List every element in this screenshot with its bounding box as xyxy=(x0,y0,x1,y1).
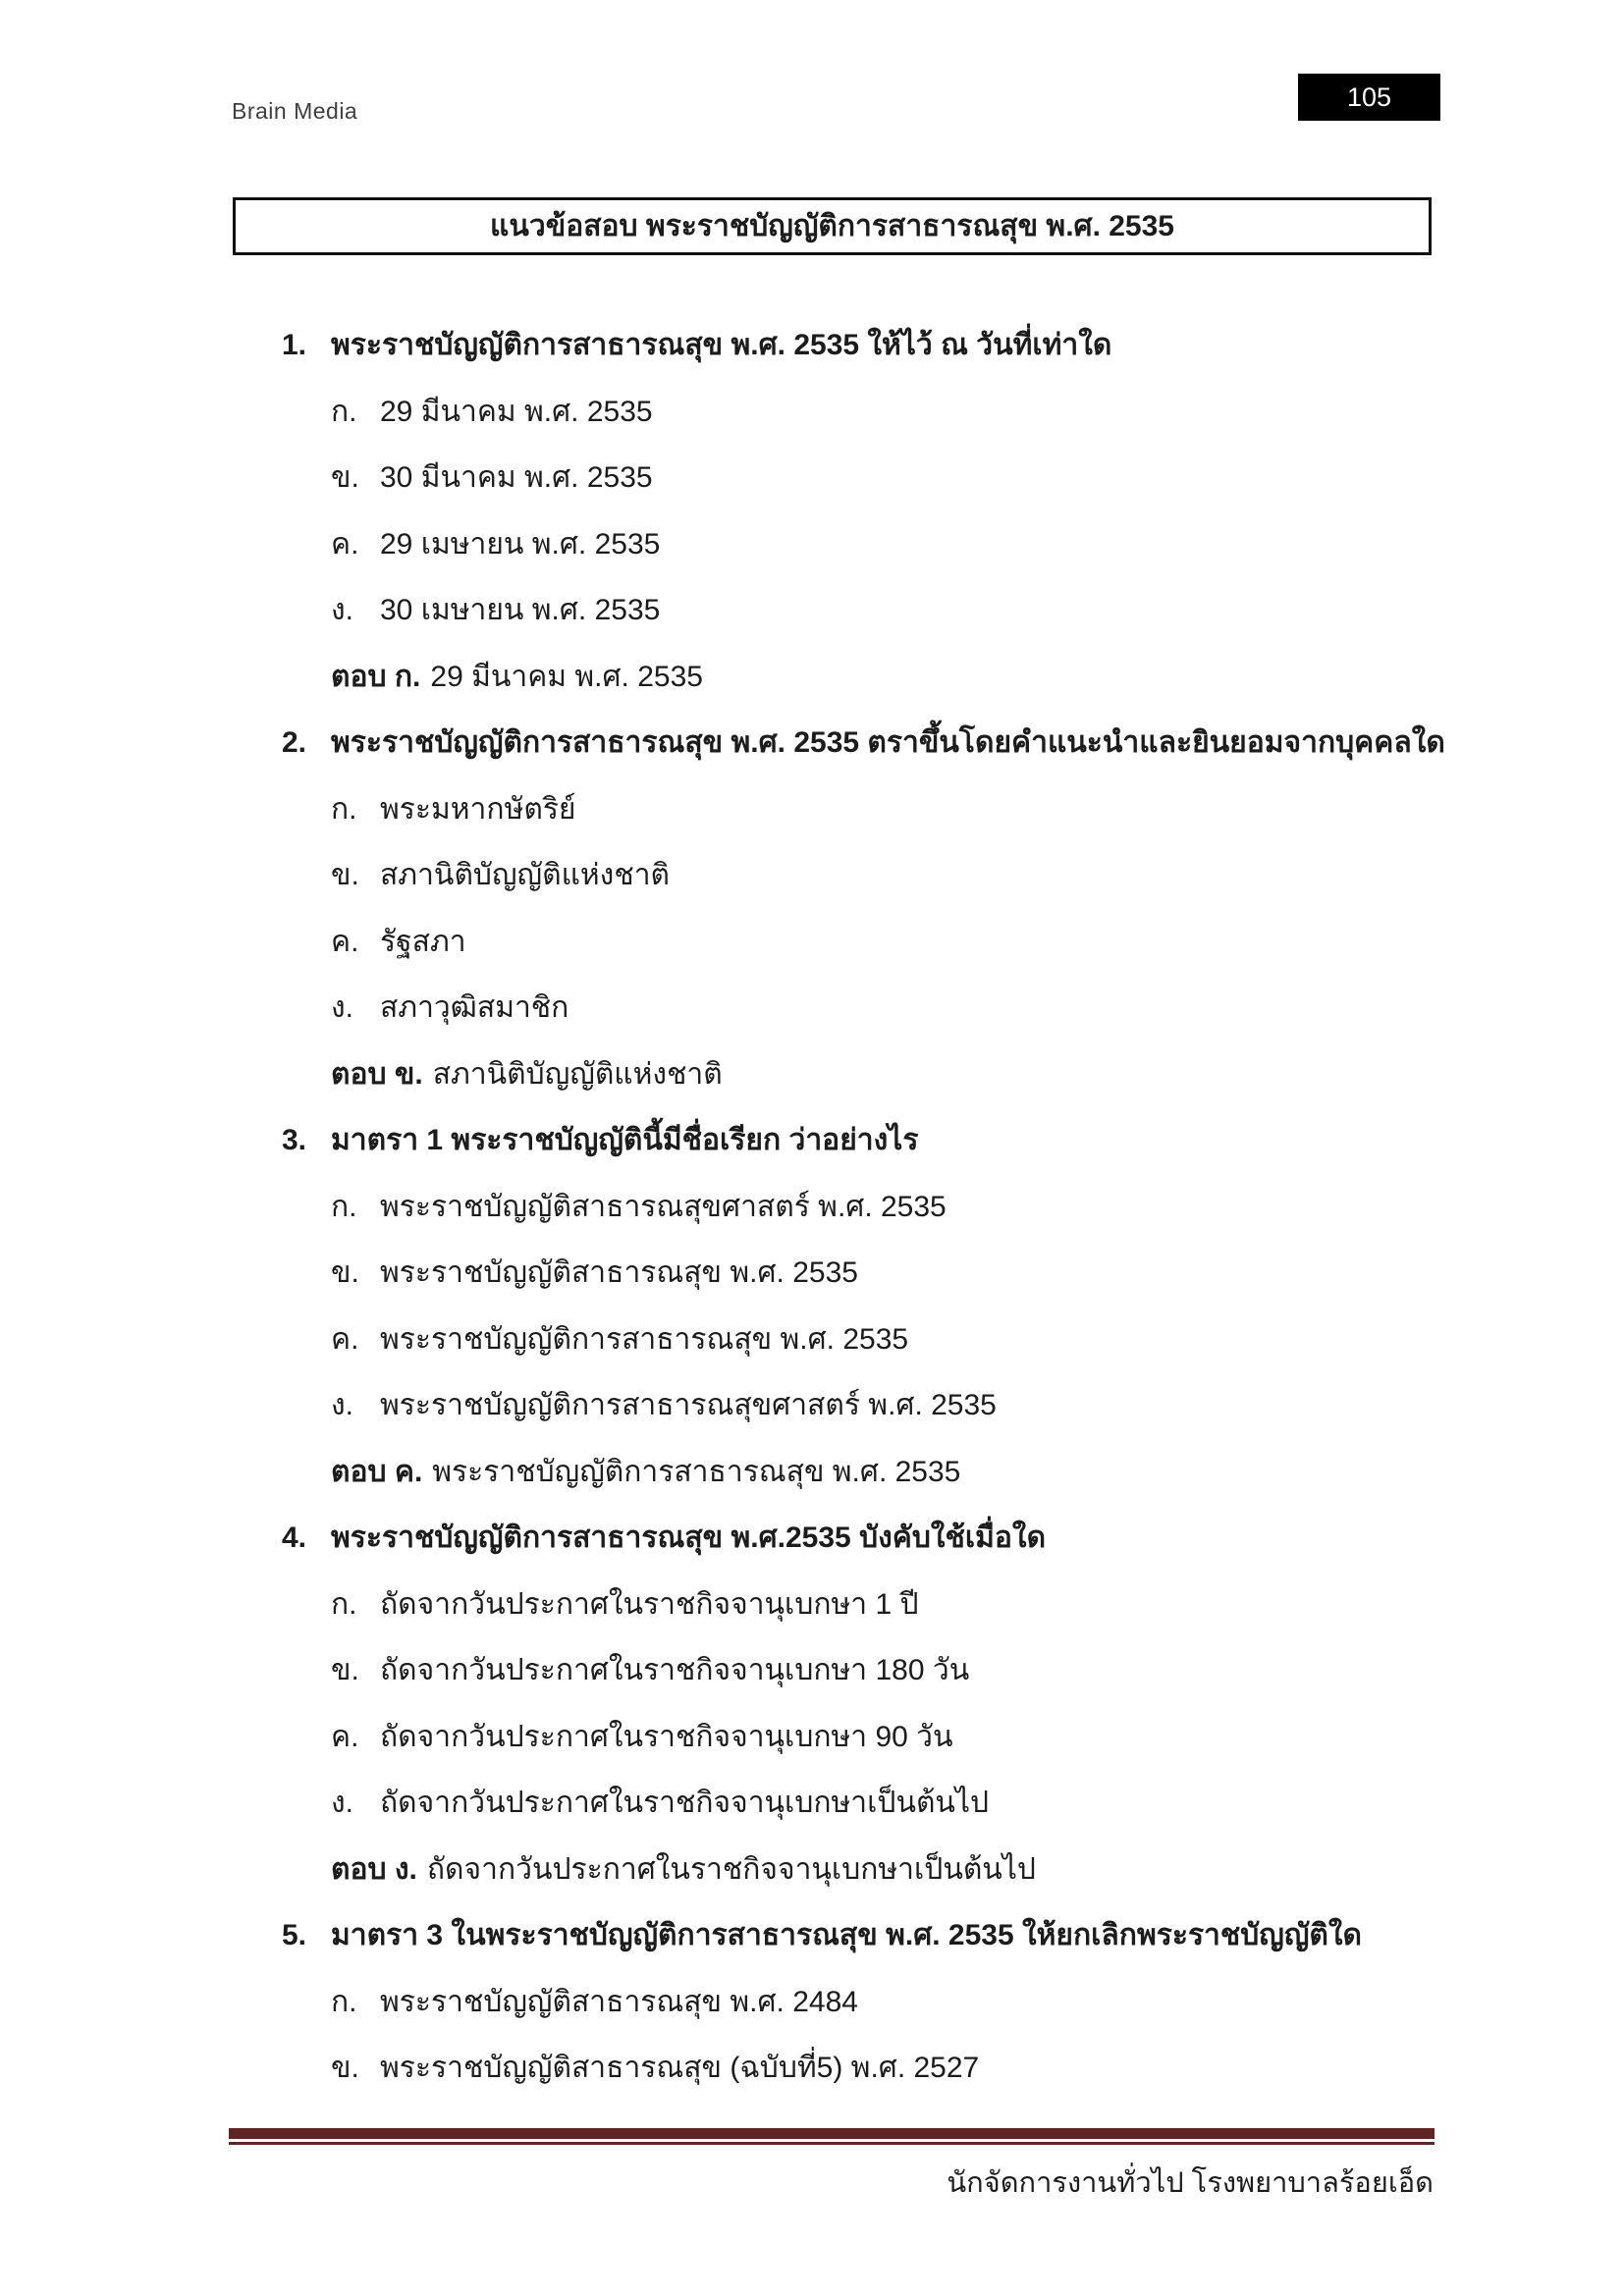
choice-letter: ข. xyxy=(331,461,359,495)
answer-prefix: ตอบ ค. xyxy=(331,1455,423,1488)
choice-letter: ง. xyxy=(331,1787,353,1820)
question-text: มาตรา 3 ในพระราชบัญญัติการสาธารณสุข พ.ศ. 2535 ให้ยกเลิกพระราชบัญญัติใด xyxy=(331,1919,1363,1952)
choice-text: 29 มีนาคม พ.ศ. 2535 xyxy=(380,395,653,428)
choice-line xyxy=(282,1240,1434,1307)
question-number: 4. xyxy=(282,1521,307,1554)
choice-text: ถัดจากวันประกาศในราชกิจจานุเบกษา 180 วัน xyxy=(380,1654,970,1687)
choice-letter: ข. xyxy=(331,1256,359,1290)
question-list xyxy=(282,312,1445,2102)
choice-letter: ค. xyxy=(331,1322,359,1356)
question-text: พระราชบัญญัติการสาธารณสุข พ.ศ. 2535 ตราขึ้นโดยคำแนะนำและยินยอมจากบุคคลใด xyxy=(331,726,1445,760)
question-line xyxy=(282,312,1434,379)
choice-line xyxy=(282,511,1434,578)
choice-text: 30 เมษายน พ.ศ. 2535 xyxy=(380,594,661,627)
footer-rule-thick xyxy=(229,2128,1435,2139)
question-number: 2. xyxy=(282,725,307,759)
choice-line xyxy=(282,1572,1434,1638)
answer-prefix: ตอบ ข. xyxy=(331,1057,423,1091)
answer-text: สภานิติบัญญัติแห่งชาติ xyxy=(432,1057,723,1091)
question-number: 5. xyxy=(282,1918,307,1951)
choice-text: ถัดจากวันประกาศในราชกิจจานุเบกษาเป็นต้นไป xyxy=(380,1787,990,1820)
choice-letter: ค. xyxy=(331,1720,359,1753)
question-line xyxy=(282,710,1445,776)
choice-letter: ค. xyxy=(331,925,359,958)
choice-letter: ข. xyxy=(331,859,359,892)
choice-line xyxy=(282,1307,1434,1373)
choice-line xyxy=(282,975,1434,1041)
choice-letter: ข. xyxy=(331,1654,359,1687)
choice-line xyxy=(282,1704,1434,1771)
choice-text: 30 มีนาคม พ.ศ. 2535 xyxy=(380,461,653,495)
choice-text: พระราชบัญญัติสาธารณสุข พ.ศ. 2535 xyxy=(380,1256,858,1290)
choice-letter: ง. xyxy=(331,594,353,627)
question-number: 1. xyxy=(282,328,307,361)
choice-letter: ก. xyxy=(331,792,357,826)
question-text: มาตรา 1 พระราชบัญญัตินี้มีชื่อเรียก ว่าอย่างไร xyxy=(331,1124,919,1157)
answer-line xyxy=(282,1439,1434,1506)
answer-text: พระราชบัญญัติการสาธารณสุข พ.ศ. 2535 xyxy=(432,1455,961,1488)
choice-text: สภาวุฒิสมาชิก xyxy=(380,991,569,1025)
choice-letter: ก. xyxy=(331,1190,357,1223)
choice-text: พระราชบัญญัติสาธารณสุขศาสตร์ พ.ศ. 2535 xyxy=(380,1190,947,1223)
page-title: แนวข้อสอบ พระราชบัญญัติการสาธารณสุข พ.ศ. 2535 xyxy=(490,210,1174,242)
answer-text: ถัดจากวันประกาศในราชกิจจานุเบกษาเป็นต้นไป xyxy=(426,1852,1036,1886)
choice-line xyxy=(282,1372,1434,1439)
answer-line xyxy=(282,1837,1434,1903)
question-line xyxy=(282,1107,1434,1174)
choice-letter: ก. xyxy=(331,1587,357,1621)
choice-text: ถัดจากวันประกาศในราชกิจจานุเบกษา 90 วัน xyxy=(380,1720,953,1753)
answer-prefix: ตอบ ง. xyxy=(331,1852,417,1886)
page-number-badge xyxy=(1298,74,1440,121)
choice-letter: ข. xyxy=(331,2052,359,2085)
choice-line xyxy=(282,577,1434,644)
choice-text: สภานิติบัญญัติแห่งชาติ xyxy=(380,859,671,892)
question-line xyxy=(282,1902,1434,1969)
question-number: 3. xyxy=(282,1123,307,1156)
footer-text: นักจัดการงานทั่วไป โรงพยาบาลร้อยเอ็ด xyxy=(947,2167,1434,2199)
choice-line xyxy=(282,842,1434,909)
choice-line xyxy=(282,1174,1434,1241)
choice-text: ถัดจากวันประกาศในราชกิจจานุเบกษา 1 ปี xyxy=(380,1587,919,1621)
choice-text: พระราชบัญญัติการสาธารณสุขศาสตร์ พ.ศ. 2535 xyxy=(380,1389,997,1422)
choice-line xyxy=(282,1770,1434,1837)
choice-letter: ง. xyxy=(331,991,353,1025)
answer-text: 29 มีนาคม พ.ศ. 2535 xyxy=(430,660,703,693)
choice-line xyxy=(282,1637,1434,1704)
choice-line xyxy=(282,445,1434,511)
choice-letter: ค. xyxy=(331,527,359,561)
choice-text: รัฐสภา xyxy=(380,925,466,958)
answer-prefix: ตอบ ก. xyxy=(331,660,421,693)
footer-rule-thin xyxy=(229,2142,1435,2145)
choice-line xyxy=(282,1969,1434,2036)
question-text: พระราชบัญญัติการสาธารณสุข พ.ศ. 2535 ให้ไว้ ณ วันที่เท่าใด xyxy=(331,329,1112,362)
choice-line xyxy=(282,909,1434,976)
choice-text: 29 เมษายน พ.ศ. 2535 xyxy=(380,527,661,561)
choice-line xyxy=(282,2035,1434,2102)
choice-text: พระราชบัญญัติสาธารณสุข (ฉบับที่5) พ.ศ. 2527 xyxy=(380,2052,980,2085)
choice-line xyxy=(282,379,1434,446)
question-text: พระราชบัญญัติการสาธารณสุข พ.ศ.2535 บังคับใช้เมื่อใด xyxy=(331,1522,1047,1555)
choice-text: พระราชบัญญัติสาธารณสุข พ.ศ. 2484 xyxy=(380,1985,858,2018)
choice-line xyxy=(282,776,1434,843)
page-number: 105 xyxy=(1346,81,1392,112)
choice-text: พระราชบัญญัติการสาธารณสุข พ.ศ. 2535 xyxy=(380,1322,909,1356)
title-box xyxy=(233,197,1432,255)
choice-letter: ง. xyxy=(331,1389,353,1422)
answer-line xyxy=(282,644,1434,711)
brand-text: Brain Media xyxy=(232,98,358,124)
choice-letter: ก. xyxy=(331,395,357,428)
footer-divider xyxy=(229,2128,1435,2145)
choice-text: พระมหากษัตริย์ xyxy=(380,792,576,826)
answer-line xyxy=(282,1041,1434,1108)
choice-letter: ก. xyxy=(331,1985,357,2018)
question-line xyxy=(282,1505,1434,1572)
